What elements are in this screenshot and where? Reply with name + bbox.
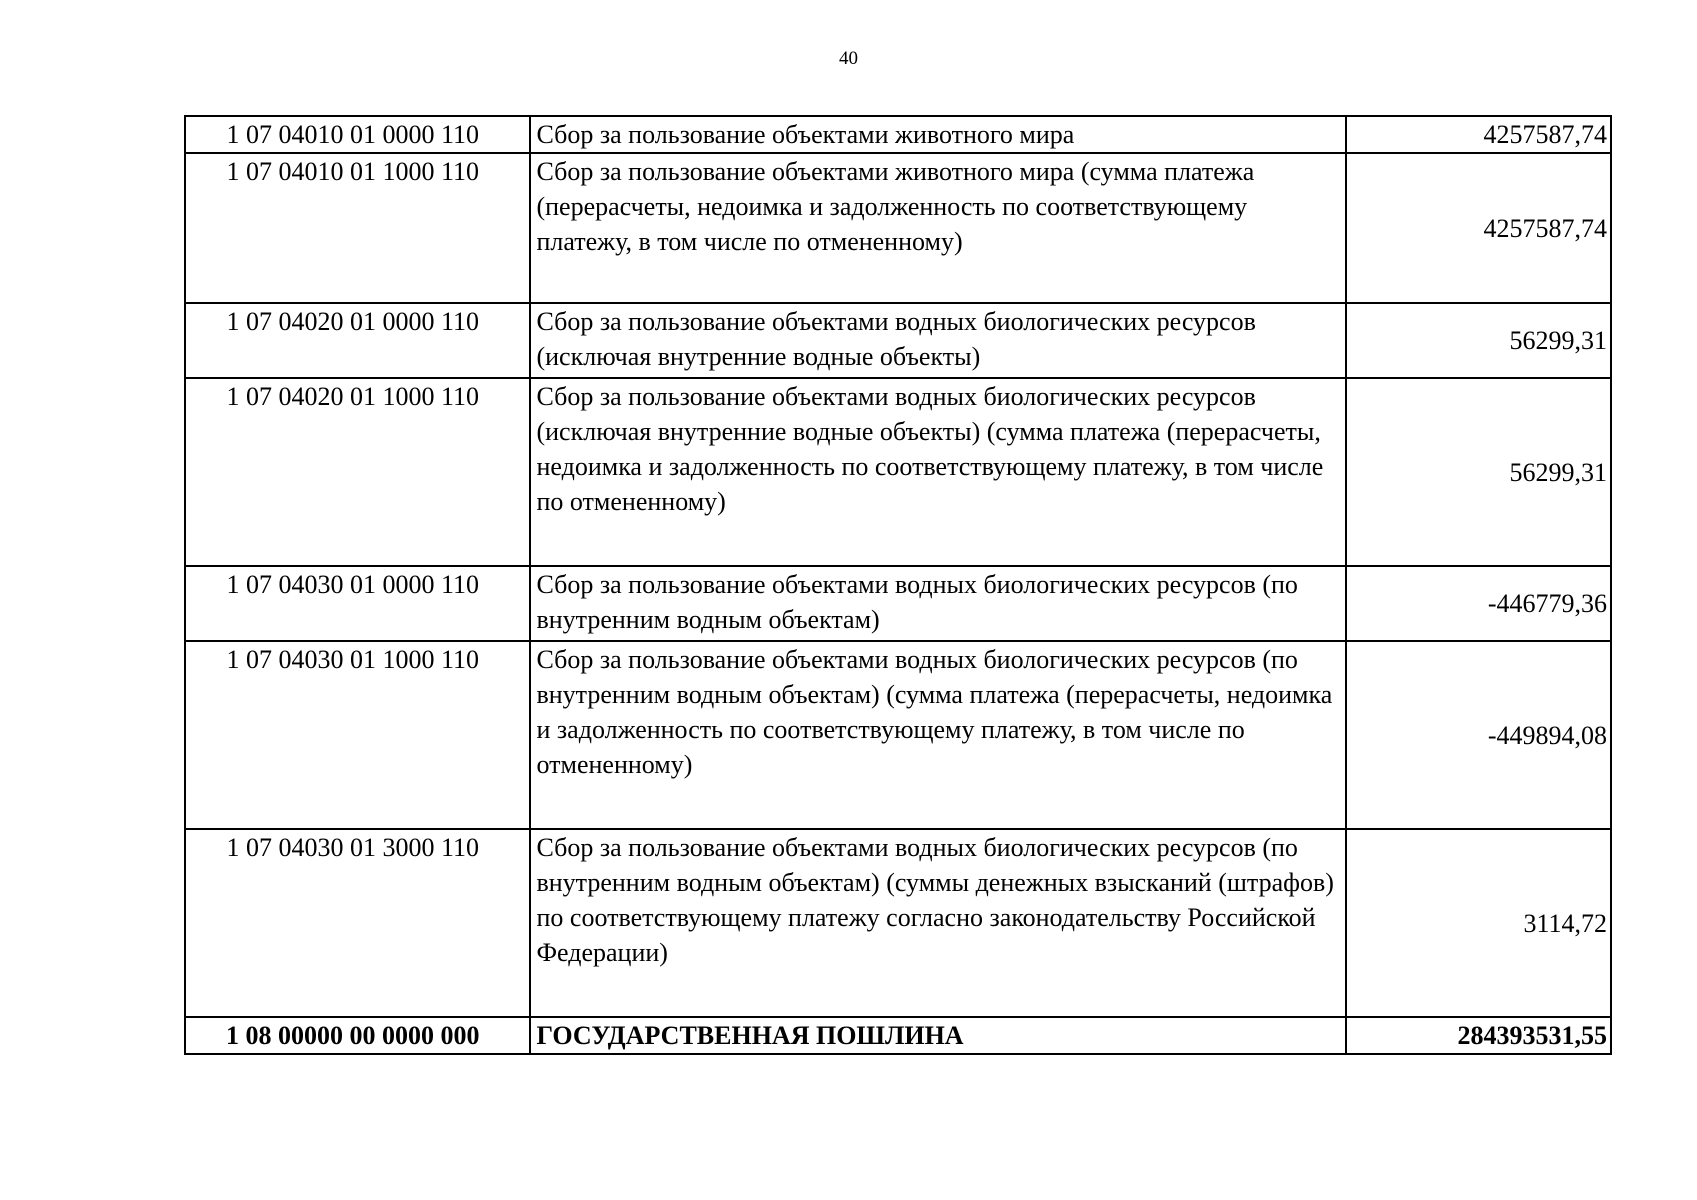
revenue-name-cell: ГОСУДАРСТВЕННАЯ ПОШЛИНА: [530, 1017, 1345, 1054]
table-row: [185, 303, 1611, 378]
table-row-total: [185, 1017, 1611, 1054]
table-row: [185, 378, 1611, 566]
revenue-name-cell: Сбор за пользование объектами водных биологических ресурсов (исключая внутренние водные объекты) (сумма платежа (перерасчеты, недоимка и задолженность по соответствующему платежу, в том числе по отмененному): [530, 378, 1345, 566]
budget-code-cell: 1 07 04030 01 1000 110: [185, 641, 530, 829]
budget-code-cell: 1 07 04010 01 1000 110: [185, 153, 530, 303]
amount-cell: 3114,72: [1346, 829, 1611, 1017]
budget-code-cell: 1 07 04030 01 3000 110: [185, 829, 530, 1017]
amount-cell: -449894,08: [1346, 641, 1611, 829]
table-row: [185, 153, 1611, 303]
table-row: [185, 116, 1611, 153]
budget-code-cell: 1 07 04030 01 0000 110: [185, 566, 530, 641]
revenue-name-cell: Сбор за пользование объектами животного мира (сумма платежа (перерасчеты, недоимка и задолженность по соответствующему платежу, в том числе по отмененному): [530, 153, 1345, 303]
amount-cell: 56299,31: [1346, 303, 1611, 378]
table-row: [185, 566, 1611, 641]
revenue-name-cell: Сбор за пользование объектами водных биологических ресурсов (исключая внутренние водные объекты): [530, 303, 1345, 378]
budget-revenue-table: [184, 115, 1612, 1055]
revenue-name-cell: Сбор за пользование объектами животного мира: [530, 116, 1345, 153]
revenue-name-cell: Сбор за пользование объектами водных биологических ресурсов (по внутренним водным объектам) (сумма платежа (перерасчеты, недоимка и задолженность по соответствующему платежу, в том числе по отмененному): [530, 641, 1345, 829]
budget-code-cell: 1 07 04020 01 0000 110: [185, 303, 530, 378]
amount-cell: 56299,31: [1346, 378, 1611, 566]
budget-code-cell: 1 07 04020 01 1000 110: [185, 378, 530, 566]
revenue-name-cell: Сбор за пользование объектами водных биологических ресурсов (по внутренним водным объектам): [530, 566, 1345, 641]
revenue-name-cell: Сбор за пользование объектами водных биологических ресурсов (по внутренним водным объектам) (суммы денежных взысканий (штрафов) по соответствующему платежу согласно законодательству Российской Федерации): [530, 829, 1345, 1017]
amount-cell: 284393531,55: [1346, 1017, 1611, 1054]
amount-cell: 4257587,74: [1346, 153, 1611, 303]
budget-code-cell: 1 07 04010 01 0000 110: [185, 116, 530, 153]
amount-cell: -446779,36: [1346, 566, 1611, 641]
amount-cell: 4257587,74: [1346, 116, 1611, 153]
budget-code-cell: 1 08 00000 00 0000 000: [185, 1017, 530, 1054]
page-number: 40: [839, 48, 858, 69]
table-row: [185, 829, 1611, 1017]
table-row: [185, 641, 1611, 829]
